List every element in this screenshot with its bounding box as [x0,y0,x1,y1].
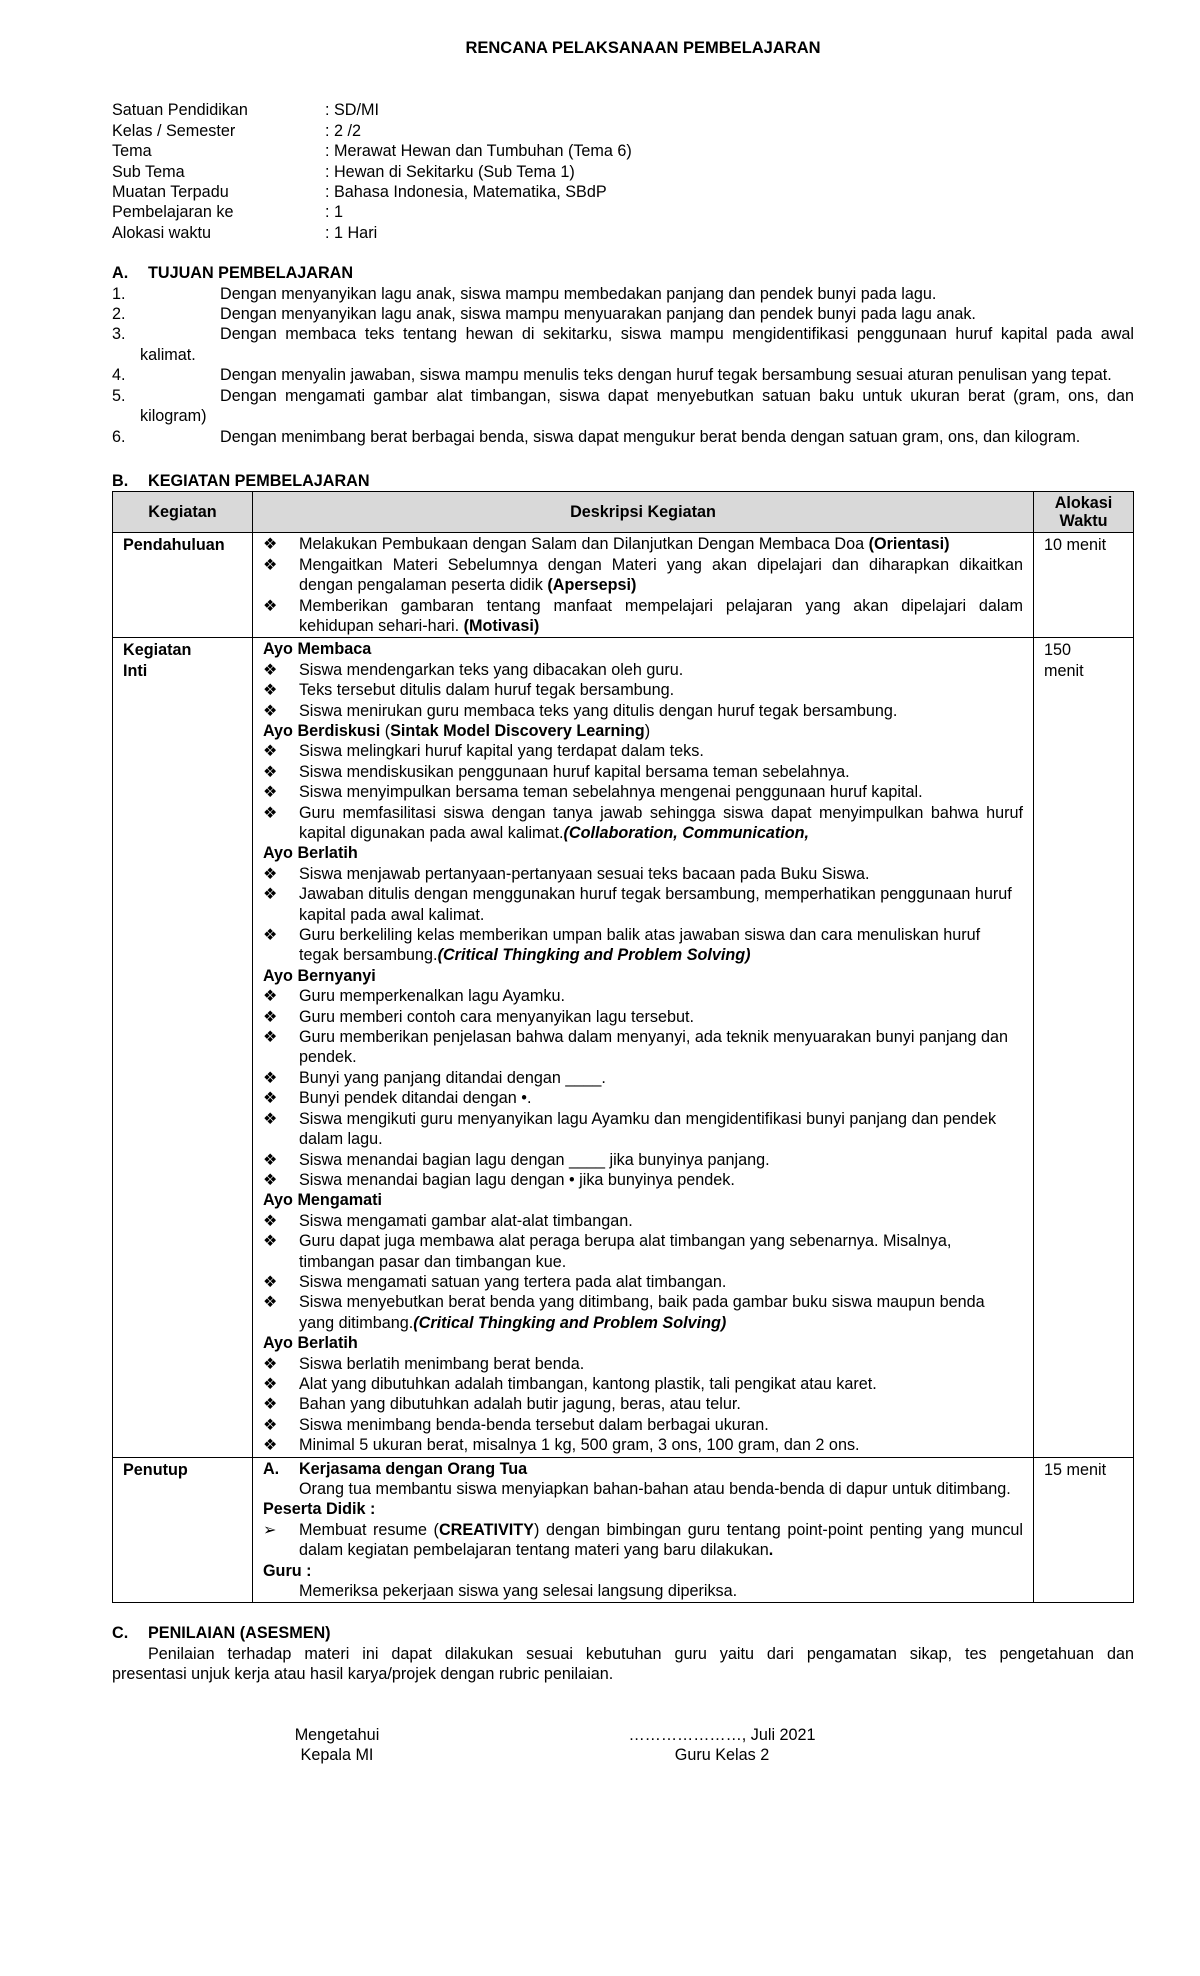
item-text: Siswa melingkari huruf kapital yang terdapat dalam teks. [298,742,704,761]
signature-left [112,1725,442,1766]
objectives-list [112,284,1134,447]
bullet-icon: ❖ [262,926,278,945]
section-letter: A. [112,264,129,283]
list-item [263,803,1023,844]
objective-text: Dengan menyanyikan lagu anak, siswa mampu menyuarakan panjang dan pendek bunyi pada lagu anak. [220,305,976,324]
item-text: Guru memfasilitasi siswa dengan tanya jawab sehingga siswa dapat menyimpulkan bahwa huruf kapital digunakan pada awal kalimat. [298,803,1024,842]
item-text: Siswa berlatih menimbang berat benda. [298,1354,585,1373]
info-row [112,162,1134,182]
info-block [112,100,1134,243]
peserta-didik-heading: Peserta Didik : [262,1500,376,1519]
objective-text-wrap [140,284,1134,304]
document-title: RENCANA PELAKSANAAN PEMBELAJARAN [465,39,821,57]
info-row [112,141,1134,161]
row-label: Pendahuluan [113,533,253,638]
table-header-row [113,492,1134,533]
objective-number: 4. [112,366,126,385]
info-value: : SD/MI [325,101,379,120]
list-item [263,555,1023,596]
section-letter: B. [112,471,129,490]
closing-subheading [263,1459,1023,1479]
item-text: Minimal 5 ukuran berat, misalnya 1 kg, 500 gram, 3 ons, 100 gram, dan 2 ons. [298,1436,860,1455]
list-item [263,1292,1023,1333]
item-text: Siswa menirukan guru membaca teks yang ditulis dengan huruf tegak bersambung. [298,701,898,720]
bullet-icon: ❖ [262,885,278,904]
objective-text: Dengan membaca teks tentang hewan di sekitarku, siswa mampu mengidentifikasi penggunaan huruf kapital pada awal kalimat. [140,325,1134,364]
bullet-icon: ❖ [262,742,278,761]
sintak-text: Sintak Model Discovery Learning [390,721,645,740]
assessment-paragraph [112,1644,1134,1664]
info-row [112,121,1134,141]
list-item [263,1007,1023,1027]
item-text: Siswa menyimpulkan bersama teman sebelahnya mengenai penggunaan huruf kapital. [298,783,923,802]
info-label: Satuan Pendidikan [112,101,248,120]
item-text: Siswa mengamati gambar alat-alat timbangan. [298,1211,633,1230]
objective-item [112,304,1134,324]
signature-block [112,1725,1134,1766]
objective-text-wrap [140,324,1134,365]
list-item [263,1354,1023,1374]
list-item [263,782,1023,802]
bullet-icon: ❖ [262,987,278,1006]
objective-number: 3. [112,325,126,344]
info-label: Sub Tema [112,162,185,181]
item-text: Guru memperkenalkan lagu Ayamku. [298,987,566,1006]
list-item [263,1435,1023,1455]
item-emphasis: (Collaboration, Communication, [563,824,810,842]
signature-right [592,1725,852,1766]
bullet-icon: ❖ [262,681,278,700]
closing-title: Kerjasama dengan Orang Tua [298,1459,528,1478]
item-text: Mengaitkan Materi Sebelumnya dengan Materi yang akan dipelajari dan diharapkan dikaitkan dengan pengalaman peserta didik [298,555,1024,595]
item-text: Siswa menandai bagian lagu dengan • jika bunyinya pendek. [298,1170,735,1189]
list-item [263,1394,1023,1414]
list-item-text [299,534,1023,554]
item-bold: . [768,1541,774,1560]
header-kegiatan: Kegiatan [113,492,253,533]
item-bold: (Apersepsi) [547,576,637,595]
row-description [252,1457,1033,1603]
info-value: : Merawat Hewan dan Tumbuhan (Tema 6) [325,142,632,161]
bullet-icon: ❖ [262,803,278,822]
list-item [263,986,1023,1006]
bullet-icon: ❖ [262,1068,278,1087]
list-item [263,1109,1023,1150]
objective-text: Dengan menyalin jawaban, siswa mampu menulis teks dengan huruf tegak bersambung sesuai aturan penulisan yang tepat. [220,366,1112,385]
item-text: Bunyi yang panjang ditandai dengan ____. [298,1068,606,1087]
section-title: TUJUAN PEMBELAJARAN [148,264,354,283]
indent-spacer [263,1479,299,1499]
header-deskripsi: Deskripsi Kegiatan [252,492,1033,533]
info-value: : 2 /2 [325,121,361,140]
row-label-line: Kegiatan [123,641,192,660]
bullet-icon: ❖ [262,1272,278,1291]
section-title: PENILAIAN (ASESMEN) [148,1624,331,1643]
info-label: Alokasi waktu [112,223,211,242]
bullet-icon: ❖ [262,701,278,720]
item-text: ) dengan bimbingan guru tentang point-point penting yang muncul dalam kegiatan pembelajaran tentang materi yang baru dilakukan [298,1520,1024,1560]
item-text: Siswa menjawab pertanyaan-pertanyaan sesuai teks bacaan pada Buku Siswa. [298,864,870,883]
bullet-icon: ❖ [262,660,278,679]
item-text: Siswa mendiskusikan penggunaan huruf kapital bersama teman sebelahnya. [298,762,850,781]
list-item [263,1170,1023,1190]
item-text: Bahan yang dibutuhkan adalah butir jagung, beras, atau telur. [298,1395,741,1414]
bullet-icon: ❖ [262,1089,278,1108]
row-time [1034,638,1134,1457]
info-row [112,100,1134,120]
item-text: Siswa menimbang benda-benda tersebut dalam berbagai ukuran. [298,1415,769,1434]
info-value: : Bahasa Indonesia, Matematika, SBdP [325,183,607,202]
table-row-inti [113,638,1134,1457]
item-text: Siswa menandai bagian lagu dengan ____ jika bunyinya panjang. [298,1150,770,1169]
list-item [263,680,1023,700]
info-row [112,223,1134,243]
item-bold: CREATIVITY [438,1520,534,1539]
bullet-icon: ❖ [262,596,278,615]
item-text: Melakukan Pembukaan dengan Salam dan Dilanjutkan Dengan Membaca Doa [298,535,869,554]
objective-item [112,386,1134,427]
bullet-icon: ❖ [262,1436,278,1455]
subheading-title: Ayo Berdiskusi [262,721,381,740]
paren-open: ( [380,721,391,740]
signature-right-line1: …………………, Juli 2021 [628,1725,816,1744]
bullet-icon: ❖ [262,1374,278,1393]
bullet-icon: ❖ [262,555,278,574]
signature-right-line2: Guru Kelas 2 [674,1746,770,1765]
list-item [263,884,1023,925]
list-item [263,660,1023,680]
objective-number: 5. [112,386,126,405]
objective-item [112,427,1134,447]
section-b-heading [112,471,1134,491]
guru-text: Memeriksa pekerjaan siswa yang selesai langsung diperiksa. [298,1582,738,1601]
info-row [112,182,1134,202]
list-item [263,534,1023,554]
bullet-icon: ❖ [262,864,278,883]
item-text: Guru berkeliling kelas memberikan umpan balik atas jawaban siswa dan cara menuliskan huruf tegak bersambung. [298,926,981,965]
objective-item [112,324,1134,365]
arrow-bullet-icon: ➢ [262,1520,277,1539]
guru-heading: Guru : [262,1561,312,1580]
row-time-line: menit [1044,661,1084,680]
list-item [263,1231,1023,1272]
list-item [263,762,1023,782]
item-emphasis: (Critical Thingking and Problem Solving) [413,1313,727,1332]
info-label: Pembelajaran ke [112,203,234,222]
subheading-ayo-bernyanyi: Ayo Bernyanyi [262,966,376,985]
item-text: Guru memberi contoh cara menyanyikan lagu tersebut. [298,1007,694,1026]
bullet-icon: ❖ [262,1211,278,1230]
info-value: : 1 Hari [325,223,378,242]
activities-table [112,491,1134,1603]
section-letter: C. [112,1624,129,1643]
row-time: 15 menit [1034,1457,1134,1603]
list-item [263,1211,1023,1231]
list-item [263,1088,1023,1108]
objective-text: Dengan menimbang berat berbagai benda, siswa dapat mengukur berat benda dengan satuan gram, ons, dan kilogram. [220,427,1081,446]
info-label: Kelas / Semester [112,121,236,140]
bullet-icon: ❖ [262,762,278,781]
item-bold: (Motivasi) [463,616,540,635]
assessment-text-line-2: presentasi unjuk kerja atau hasil karya/projek dengan rubric penilaian. [112,1665,614,1684]
header-alokasi: Alokasi Waktu [1034,492,1134,533]
list-item [263,864,1023,884]
list-item [263,1520,1023,1561]
bullet-icon: ❖ [262,1293,278,1312]
section-a-heading [112,263,1134,283]
bullet-icon: ❖ [262,1150,278,1169]
item-text: Memberikan gambaran tentang manfaat mempelajari pelajaran yang akan dipelajari dalam kehidupan sehari-hari. [298,596,1024,635]
section-c-heading [112,1623,1134,1643]
row-time-line: 150 [1044,641,1072,660]
signature-left-line1: Mengetahui [294,1725,380,1744]
section-title: KEGIATAN PEMBELAJARAN [148,471,370,490]
objective-text-wrap [140,304,1134,324]
item-text: Bunyi pendek ditandai dengan •. [298,1089,532,1108]
item-text: Siswa mendengarkan teks yang dibacakan oleh guru. [298,660,684,679]
list-item-text [299,803,1023,844]
item-bold: (Orientasi) [868,535,950,554]
guru-text-row [263,1581,1023,1601]
bullet-icon: ❖ [262,1232,278,1251]
info-label: Tema [112,142,152,161]
bullet-icon: ❖ [262,1415,278,1434]
item-text: Membuat resume ( [298,1520,439,1539]
row-description [252,533,1033,638]
objective-text: Dengan menyanyikan lagu anak, siswa mampu membedakan panjang dan pendek bunyi pada lagu. [220,284,937,303]
item-text: Siswa mengamati satuan yang tertera pada alat timbangan. [298,1272,727,1291]
closing-letter: A. [262,1459,280,1478]
list-item-text [299,596,1023,637]
list-item [263,701,1023,721]
closing-text: Orang tua membantu siswa menyiapkan bahan-bahan atau benda-benda di dapur untuk ditimbang. [298,1480,1011,1498]
list-item [263,925,1023,966]
row-label-line: Inti [123,661,148,680]
objective-text: Dengan mengamati gambar alat timbangan, siswa dapat menyebutkan satuan baku untuk ukuran berat (gram, ons, dan kilogram) [140,386,1134,426]
indent-spacer [263,1581,299,1601]
item-emphasis: (Critical Thingking and Problem Solving) [437,946,751,965]
item-text: Jawaban ditulis dengan menggunakan huruf tegak bersambung, memperhatikan penggunaan huruf kapital pada awal kalimat. [298,885,1012,924]
bullet-icon: ❖ [262,535,278,554]
assessment-text-line: Penilaian terhadap materi ini dapat dilakukan sesuai kebutuhan guru yaitu dari pengamatan sikap, tes pengetahuan dan [148,1644,1134,1663]
list-item-text [299,1292,1023,1333]
bullet-icon: ❖ [262,1109,278,1128]
info-value: : Hewan di Sekitarku (Sub Tema 1) [325,162,575,181]
signature-left-line2: Kepala MI [300,1746,374,1765]
list-item-text [299,1520,1023,1561]
subheading-ayo-membaca: Ayo Membaca [262,640,372,659]
subheading-ayo-berlatih-2: Ayo Berlatih [262,1334,358,1353]
list-item [263,1415,1023,1435]
objective-number: 2. [112,305,126,324]
item-text: Teks tersebut ditulis dalam huruf tegak bersambung. [298,681,675,700]
list-item [263,1374,1023,1394]
objective-text-wrap [140,365,1134,385]
objective-item [112,365,1134,385]
bullet-icon: ❖ [262,1028,278,1047]
subheading-ayo-mengamati: Ayo Mengamati [262,1191,382,1210]
table-row-pendahuluan [113,533,1134,638]
bullet-icon: ❖ [262,1395,278,1414]
list-item [263,1272,1023,1292]
subheading-ayo-berlatih: Ayo Berlatih [262,844,358,863]
info-row [112,202,1134,222]
item-text: Guru memberikan penjelasan bahwa dalam menyanyi, ada teknik menyuarakan bunyi panjang dan pendek. [298,1028,1009,1067]
item-text: Siswa menyebutkan berat benda yang ditimbang, baik pada gambar buku siswa maupun benda yang ditimbang. [298,1293,985,1332]
item-text: Alat yang dibutuhkan adalah timbangan, kantong plastik, tali pengikat atau karet. [298,1374,877,1393]
list-item-text [299,925,1023,966]
list-item [263,741,1023,761]
list-item [263,596,1023,637]
objective-text-wrap [140,386,1134,427]
row-description [252,638,1033,1457]
row-label: Penutup [113,1457,253,1603]
bullet-icon: ❖ [262,1170,278,1189]
list-item [263,1068,1023,1088]
objective-number: 1. [112,284,126,303]
list-item [263,1150,1023,1170]
objective-item [112,284,1134,304]
paren-close: ) [644,721,651,740]
list-item [263,1027,1023,1068]
info-label: Muatan Terpadu [112,183,229,202]
bullet-icon: ❖ [262,1354,278,1373]
item-text: Guru dapat juga membawa alat peraga berupa alat timbangan yang sebenarnya. Misalnya, timbangan pasar dan timbangan kue. [298,1232,952,1271]
info-value: : 1 [325,203,343,222]
closing-text-row [263,1479,1023,1499]
bullet-icon: ❖ [262,783,278,802]
row-label [113,638,253,1457]
objective-number: 6. [112,427,126,446]
item-text: Siswa mengikuti guru menyanyikan lagu Ayamku dan mengidentifikasi bunyi panjang dan pendek dalam lagu. [298,1109,997,1149]
bullet-icon: ❖ [262,1007,278,1026]
subheading-ayo-berdiskusi [263,721,1023,741]
row-time: 10 menit [1034,533,1134,638]
objective-text-wrap [140,427,1134,447]
list-item-text [299,555,1023,596]
table-row-penutup [113,1457,1134,1603]
